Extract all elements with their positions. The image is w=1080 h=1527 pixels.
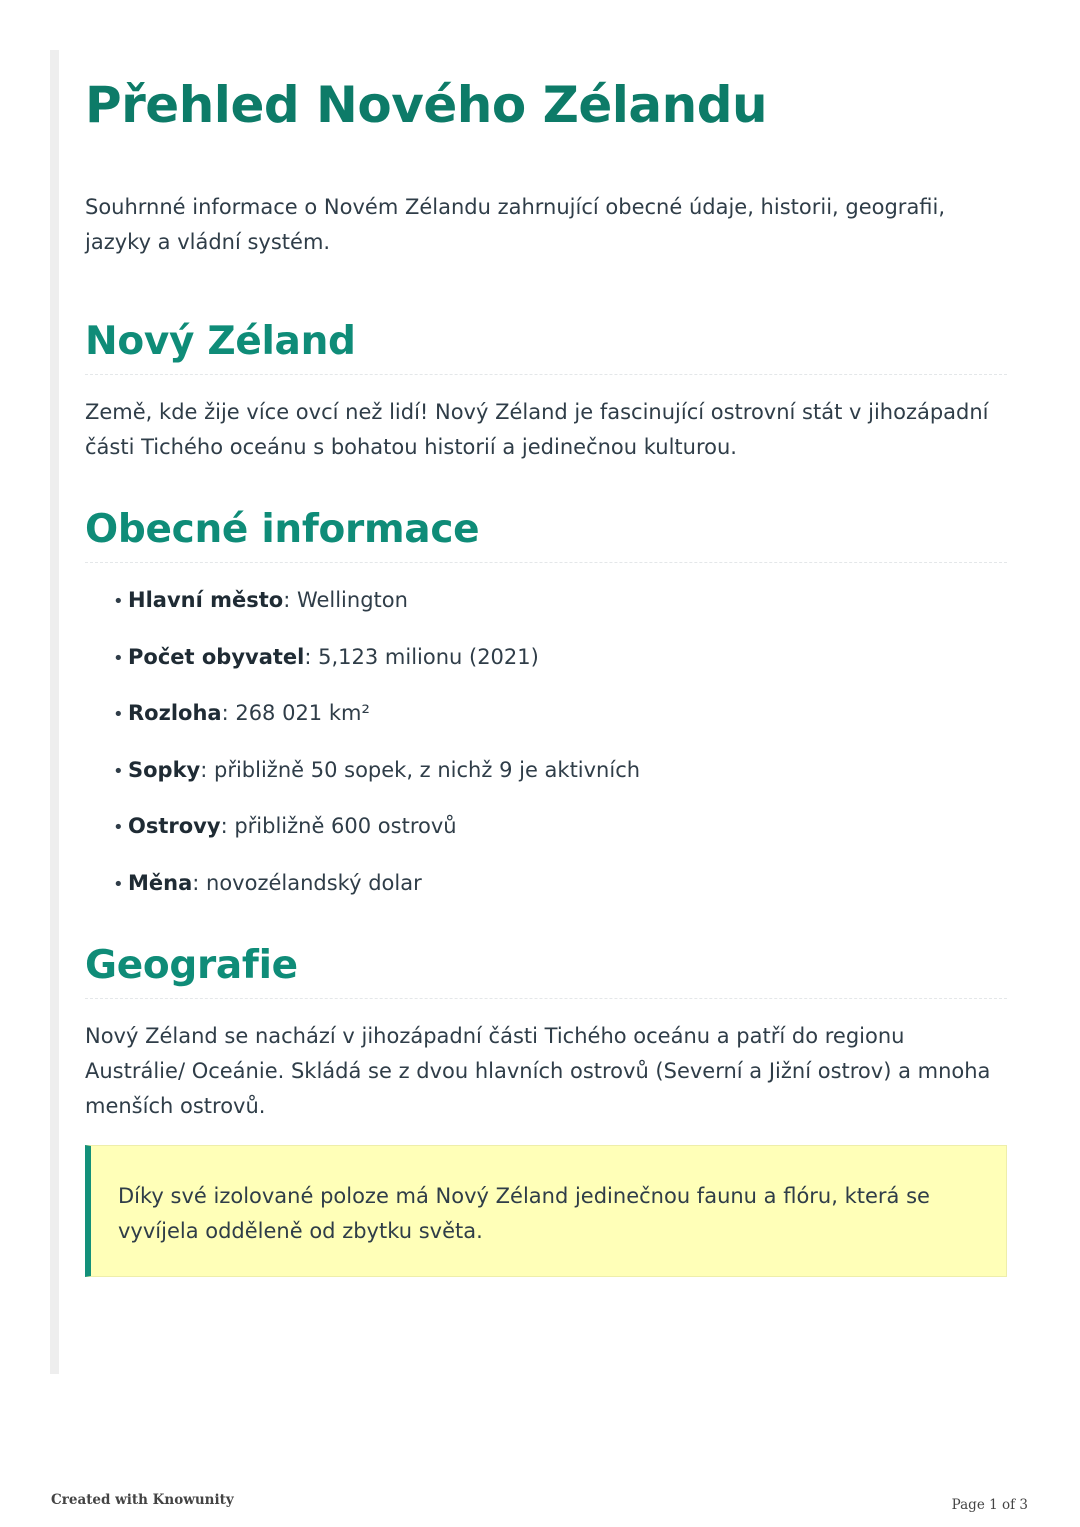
heading-obecne-informace: Obecné informace xyxy=(85,506,1007,563)
fact-label: Ostrovy xyxy=(128,814,221,839)
list-item xyxy=(113,865,640,922)
fact-value: : 268 021 km² xyxy=(221,701,370,726)
fact-value: : novozélandský dolar xyxy=(192,870,422,895)
bullet-icon: • xyxy=(113,704,124,726)
page-title: Přehled Nového Zélandu xyxy=(85,76,768,134)
page-left-rule xyxy=(50,50,59,1374)
bullet-icon: • xyxy=(113,760,124,782)
list-item xyxy=(113,695,640,752)
novy-zeland-paragraph: Země, kde žije více ovcí než lidí! Nový Zéland je fascinující ostrovní stát v jihozápadní části Tichého oceánu s bohatou historií a jedinečnou kulturou. xyxy=(85,400,989,459)
geografie-paragraph: Nový Zéland se nachází v jihozápadní části Tichého oceánu a patří do regionu Austrálie/ Oceánie. Skládá se z dvou hlavních ostrovů (Severní a Jižní ostrov) a mnoha menších ostrovů. xyxy=(85,1024,991,1118)
fact-label: Hlavní město xyxy=(128,588,284,612)
intro-paragraph: Souhrnné informace o Novém Zélandu zahrnující obecné údaje, historii, geografii, jazyky a vládní systém. xyxy=(85,195,946,254)
bullet-icon: • xyxy=(113,817,124,839)
bullet-icon: • xyxy=(113,647,124,669)
fact-label: Měna xyxy=(128,870,193,895)
footer-created-with: Created with Knowunity xyxy=(51,1492,234,1508)
heading-novy-zeland: Nový Zéland xyxy=(85,318,1007,375)
list-item xyxy=(113,752,640,809)
fact-value: : 5,123 milionu (2021) xyxy=(304,644,539,669)
callout-box xyxy=(85,1145,1007,1277)
fact-value: : Wellington xyxy=(283,588,408,612)
callout-text: Díky své izolované poloze má Nový Zéland jedinečnou faunu a flóru, která se vyvíjela odděleně od zbytku světa. xyxy=(118,1184,930,1243)
facts-list xyxy=(113,582,640,922)
list-item xyxy=(113,582,640,639)
list-item xyxy=(113,808,640,865)
heading-geografie: Geografie xyxy=(85,942,1007,999)
footer-page-number: Page 1 of 3 xyxy=(951,1497,1028,1513)
bullet-icon: • xyxy=(113,591,124,612)
fact-value: : přibližně 50 sopek, z nichž 9 je aktivních xyxy=(200,757,641,782)
fact-label: Sopky xyxy=(128,757,201,782)
list-item xyxy=(113,639,640,696)
fact-label: Rozloha xyxy=(128,701,222,726)
fact-value: : přibližně 600 ostrovů xyxy=(220,814,457,839)
fact-label: Počet obyvatel xyxy=(128,644,305,669)
bullet-icon: • xyxy=(113,873,124,895)
